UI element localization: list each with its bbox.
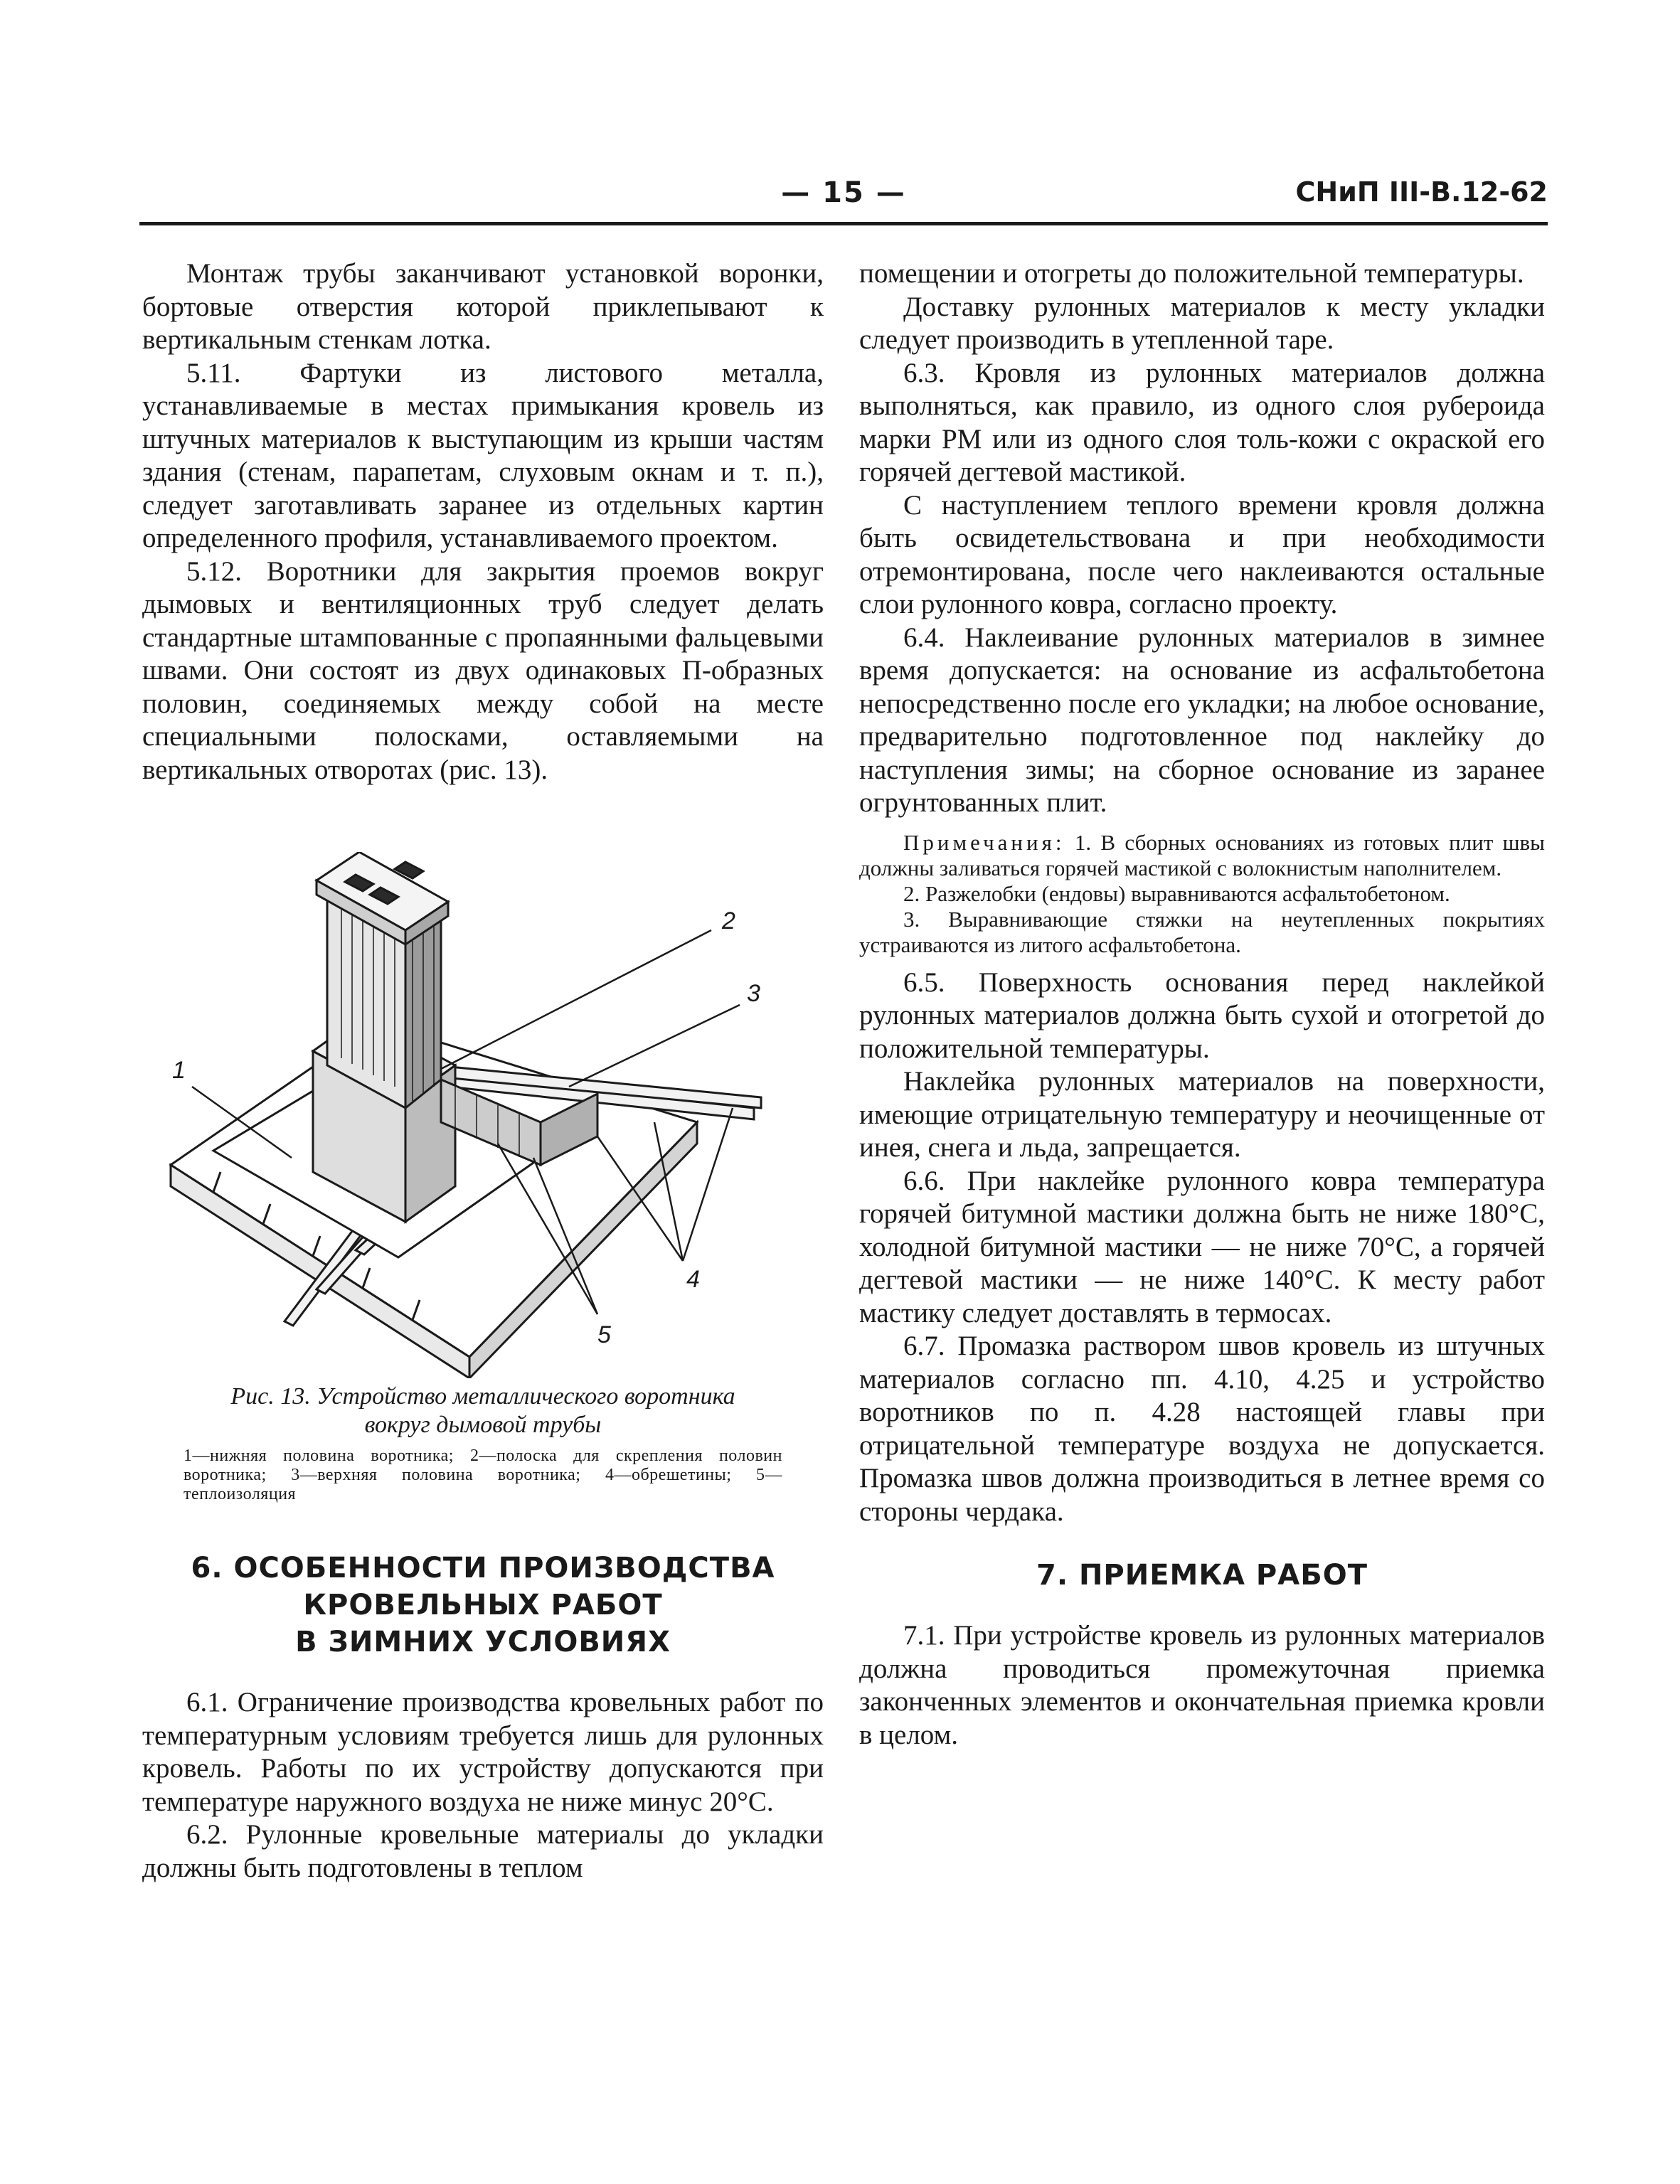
figure-13 — [142, 852, 824, 1504]
paragraph-6-1: 6.1. Ограничение производства кровельных работ по температурным условиям требуется лишь для рулонных кровель. Работы по их устройству допускаются при температуре наружного воздуха не ниже минус 20°С. — [142, 1687, 824, 1817]
label-4: 4 — [686, 1266, 700, 1293]
left-column — [142, 257, 824, 1885]
heading-line: В ЗИМНИХ УСЛОВИЯХ — [295, 1626, 671, 1658]
heading-line: КРОВЕЛЬНЫХ РАБОТ — [303, 1589, 663, 1621]
paragraph: Доставку рулонных материалов к месту укладки следует производить в утепленной таре. — [859, 291, 1545, 355]
note-2: 2. Разжелобки (ендовы) выравниваются асфальтобетоном. — [903, 880, 1450, 906]
paragraph: помещении и отогреты до положительной температуры. — [859, 258, 1524, 289]
paragraph-6-3: 6.3. Кровля из рулонных материалов должна выполняться, как правило, из одного слоя рубероида марки РМ или из одного слоя толь-кожи с окраской его горячей дегтевой мастикой. — [859, 357, 1545, 487]
paragraph-6-4: 6.4. Наклеивание рулонных материалов в зимнее время допускается: на основание из асфальтобетона непосредственно после его укладки; на любое основание, предварительно подготовленное под наклейку до наступления зимы; на сборное основание из заранее огрунтованных плит. — [859, 622, 1545, 818]
label-3: 3 — [747, 980, 760, 1007]
paragraph-5-12: 5.12. Воротники для закрытия проемов вокруг дымовых и вентиляционных труб следует делать стандартные штампованные с пропаянными фальцевыми швами. Они состоят из двух одинаковых П-образных половин, соединяемых между собой на месте специальными полосками, оставляемыми на вертикальных отворотах (рис. 13). — [142, 555, 824, 785]
label-5: 5 — [597, 1321, 611, 1348]
paragraph: С наступлением теплого времени кровля должна быть освидетельствована и при необходимости отремонтирована, после чего наклеиваются остальные слои рулонного ковра, согласно проекту. — [859, 489, 1545, 619]
paragraph-6-2: 6.2. Рулонные кровельные материалы до укладки должны быть подготовлены в теплом — [142, 1819, 824, 1883]
note-3: 3. Выравнивающие стяжки на неутепленных покрытиях устраиваются из литого асфальтобетона. — [859, 906, 1545, 957]
label-2: 2 — [722, 907, 735, 934]
header-rule — [139, 222, 1548, 225]
section-7-heading: 7. ПРИЕМКА РАБОТ — [1036, 1559, 1368, 1592]
note-text: 1. В сборных основаниях из готовых плит швы должны заливаться горячей мастикой с волокнистым наполнителем. — [859, 829, 1546, 880]
paragraph-6-7: 6.7. Промазка раствором швов кровель из штучных материалов согласно пп. 4.10, 4.25 и устройство воротников по п. 4.28 настоящей главы при отрицательной температуре воздуха не допускается. Промазка швов должна производиться в летнее время со стороны чердака. — [859, 1331, 1545, 1527]
notes-label: Примечания: — [903, 829, 1065, 855]
figure-caption — [142, 1383, 824, 1439]
page-header — [139, 176, 1548, 219]
caption-line: вокруг дымовой трубы — [364, 1412, 602, 1438]
heading-line: 6. ОСОБЕННОСТИ ПРОИЗВОДСТВА — [191, 1552, 775, 1584]
paragraph: Наклейка рулонных материалов на поверхности, имеющие отрицательную температуру и неочищенные от инея, снега и льда, запрещается. — [859, 1066, 1545, 1163]
right-column — [859, 257, 1545, 1752]
paragraph-6-6: 6.6. При наклейке рулонного ковра температура горячей битумной мастики должна быть не ниже 180°С, холодной битумной мастики — не ниже 70°С, а горячей дегтевой мастики — не ниже 140°С. К месту работ мастику следует доставлять в термосах. — [859, 1165, 1545, 1328]
notes-block — [859, 830, 1545, 958]
note-1 — [859, 830, 1545, 881]
paragraph-5-11: 5.11. Фартуки из листового металла, устанавливаемые в местах примыкания кровель из штучных материалов к выступающим из крыши частям здания (стенам, парапетам, слуховым окнам и т. п.), следует заготавливать заранее из отдельных картин определенного профиля, устанавливаемого проектом. — [142, 357, 824, 553]
chimney-collar-illustration — [142, 852, 824, 1378]
paragraph-6-5: 6.5. Поверхность основания перед наклейкой рулонных материалов должна быть сухой и отогретой до положительной температуры. — [859, 966, 1545, 1064]
paragraph: Монтаж трубы заканчивают установкой воронки, бортовые отверстия которой приклепывают к вертикальным стенкам лотка. — [142, 258, 824, 355]
caption-line: Рис. 13. Устройство металлического воротника — [230, 1383, 735, 1410]
paragraph-7-1: 7.1. При устройстве кровель из рулонных материалов должна проводиться промежуточная приемка законченных элементов и окончательная приемка кровли в целом. — [859, 1620, 1545, 1750]
label-1: 1 — [172, 1057, 186, 1084]
figure-legend: 1—нижняя половина воротника; 2—полоска для скрепления половин воротника; 3—верхняя половина воротника; 4—обрешетины; 5—теплоизоляция — [184, 1447, 782, 1503]
document-code: СНиП III-В.12-62 — [1295, 176, 1548, 208]
section-6-heading — [142, 1550, 824, 1661]
page-number: — 15 — — [781, 176, 906, 209]
